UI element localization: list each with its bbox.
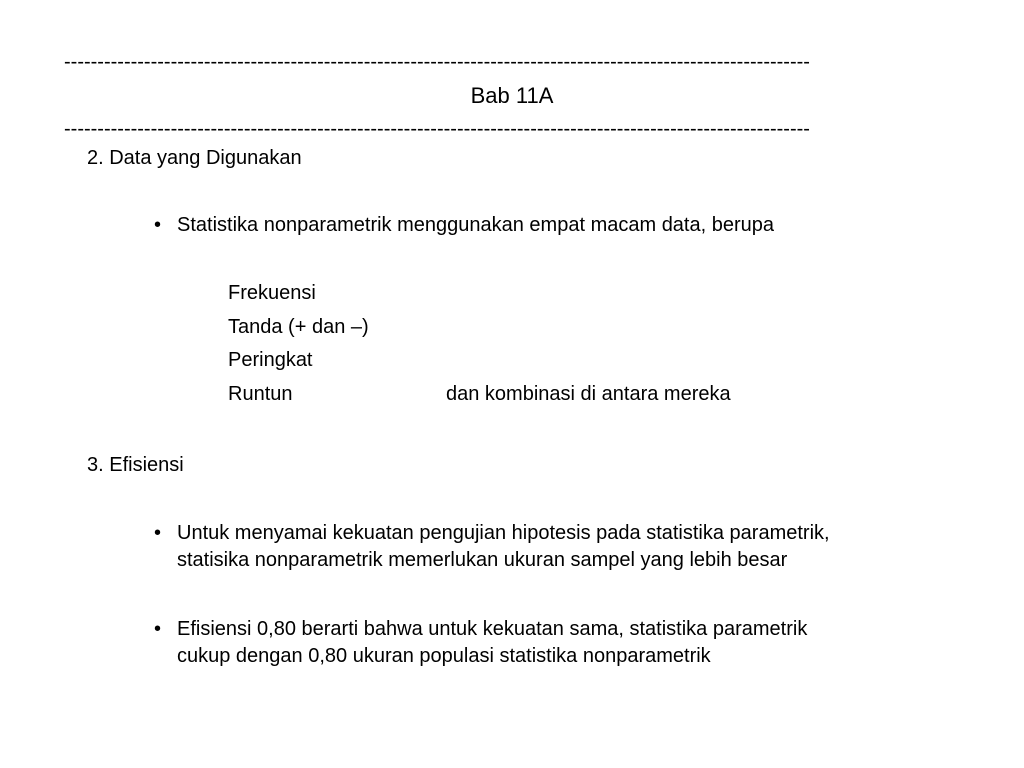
bullet-icon: • <box>154 214 162 236</box>
data-type-item: Frekuensi <box>228 282 316 304</box>
section-2-bullet-text: Statistika nonparametrik menggunakan empat macam data, berupa <box>177 214 775 236</box>
section-3-bullet-1-line-2: statisika nonparametrik memerlukan ukuran sampel yang lebih besar <box>177 549 788 571</box>
section-3-bullet-1-line-1: Untuk menyamai kekuatan pengujian hipotesis pada statistika parametrik, <box>177 522 830 544</box>
bullet-icon: • <box>154 522 162 544</box>
section-2-heading: 2. Data yang Digunakan <box>87 147 302 169</box>
bottom-dashed-rule: ---------------------------------------------------------------------------------------------------------------- <box>64 118 810 140</box>
data-type-item: Runtun <box>228 383 293 405</box>
combination-note: dan kombinasi di antara mereka <box>446 383 731 405</box>
slide-title: Bab 11A <box>470 83 554 108</box>
section-3-bullet-2-line-2: cukup dengan 0,80 ukuran populasi statistika nonparametrik <box>177 645 711 667</box>
section-3-heading: 3. Efisiensi <box>87 454 184 476</box>
data-type-item: Tanda (+ dan –) <box>228 316 369 338</box>
top-dashed-rule: ---------------------------------------------------------------------------------------------------------------- <box>64 51 810 73</box>
data-type-item: Peringkat <box>228 349 313 371</box>
section-3-bullet-2-line-1: Efisiensi 0,80 berarti bahwa untuk kekuatan sama, statistika parametrik <box>177 618 808 640</box>
bullet-icon: • <box>154 618 162 640</box>
